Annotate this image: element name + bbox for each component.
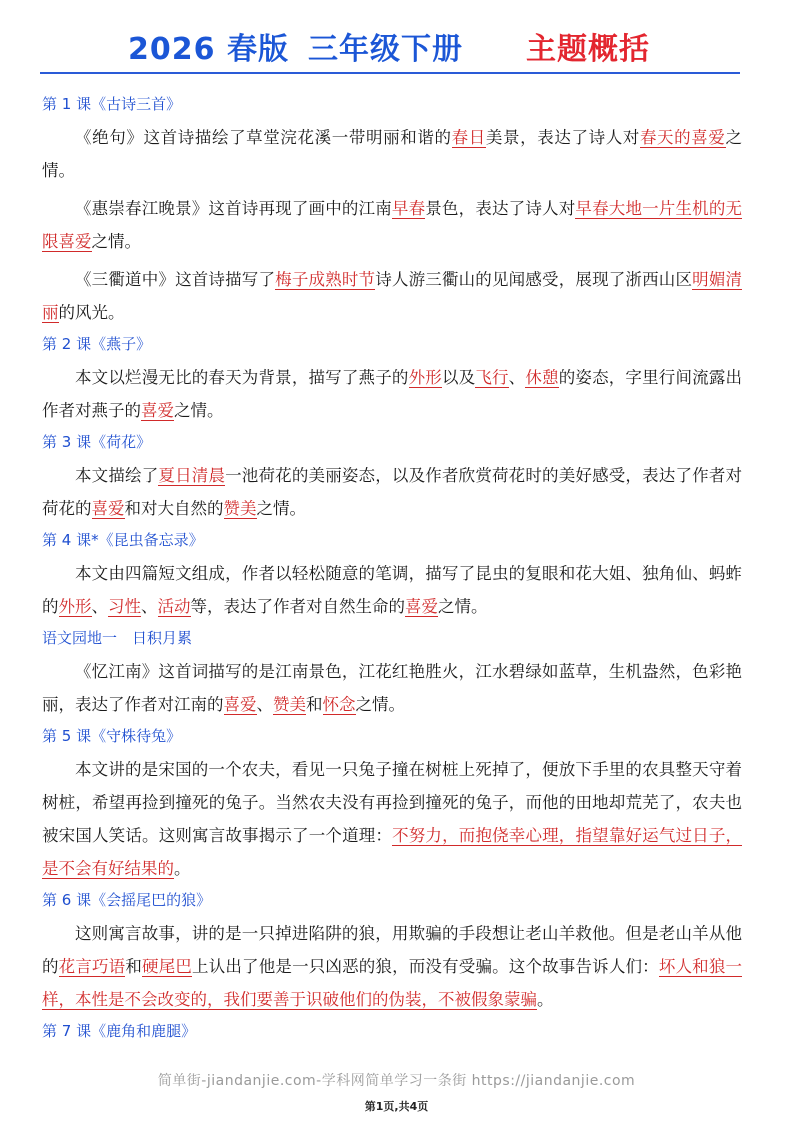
keyword-highlight: 早春	[391, 199, 426, 218]
summary-text: 、	[256, 695, 273, 714]
lesson-title: 第 7 课《鹿角和鹿腿》	[42, 1022, 197, 1040]
summary-text: 、	[91, 597, 108, 616]
title-year: 2026 春版	[128, 32, 289, 67]
lesson-summary	[42, 121, 742, 187]
lesson-summary	[42, 917, 742, 1016]
keyword-highlight: 夏日清晨	[158, 466, 226, 485]
lesson-summary	[42, 263, 742, 329]
lesson-title: 第 5 课《守株待兔》	[42, 727, 182, 745]
summary-text: 本文描绘了	[75, 466, 159, 485]
lesson-summary	[42, 557, 742, 623]
lesson-section	[42, 94, 742, 329]
page-header	[40, 28, 740, 74]
summary-text: 之情。	[174, 401, 224, 420]
summary-text: 以及	[441, 368, 476, 387]
summary-text: 之情。	[256, 499, 306, 518]
keyword-highlight: 坏人和狼一样，本性是不会改变的，我们要善于识破他们的伪装，不被假象蒙骗	[42, 957, 743, 1009]
lesson-section	[42, 628, 742, 721]
lesson-section	[42, 890, 742, 1016]
summary-text: 诗人游三衢山的见闻感受，展现了浙西山区	[375, 270, 693, 289]
lesson-section	[42, 432, 742, 525]
summary-text: 之情。	[91, 232, 141, 251]
summary-text: 和	[306, 695, 323, 714]
summary-text: 这则寓言故事，讲的是一只掉进陷阱的狼，用欺骗的手段想让老山羊救他。但是老山羊从他的	[42, 924, 742, 976]
lesson-title: 第 1 课《古诗三首》	[42, 95, 182, 113]
lesson-title: 第 2 课《燕子》	[42, 335, 152, 353]
keyword-highlight: 喜爱	[91, 499, 125, 518]
keyword-highlight: 怀念	[322, 695, 356, 714]
summary-text: 景色，表达了诗人对	[425, 199, 576, 218]
summary-text: 《三衢道中》这首诗描写了	[75, 270, 276, 289]
summary-text: 、	[141, 597, 158, 616]
summary-text: 和	[125, 957, 143, 976]
keyword-highlight: 不努力，而抱侥幸心理，指望靠好运气过日子，是不会有好结果的	[42, 826, 743, 878]
lesson-summary	[42, 753, 742, 885]
page-number: 第1页,共4页	[364, 1100, 429, 1113]
keyword-highlight: 飞行	[475, 368, 509, 387]
keyword-highlight: 赞美	[273, 695, 306, 714]
keyword-highlight: 喜爱	[223, 695, 257, 714]
lesson-title: 第 4 课*《昆虫备忘录》	[42, 531, 204, 549]
summary-text: 等，表达了作者对自然生命的	[190, 597, 405, 616]
title-grade: 三年级下册	[308, 32, 463, 67]
keyword-highlight: 外形	[408, 368, 442, 387]
watermark-text: 简单街-jiandanjie.com-学科网简单学习一条街 https://jiandanjie.com	[157, 1073, 636, 1089]
summary-text: 之情。	[42, 128, 743, 180]
keyword-highlight: 外形	[58, 597, 92, 616]
keyword-highlight: 喜爱	[405, 597, 438, 616]
keyword-highlight: 春天的喜爱	[639, 128, 726, 147]
summary-text: 《忆江南》这首词描写的是江南景色，江花红艳胜火，江水碧绿如蓝草，生机盎然，色彩艳丽，表达了作者对江南的	[42, 662, 742, 714]
keyword-highlight: 休憩	[525, 368, 559, 387]
summary-text: 的姿态，字里行间流露出作者对燕子的	[42, 368, 743, 420]
keyword-highlight: 花言巧语	[58, 957, 126, 976]
keyword-highlight: 梅子成熟时节	[275, 270, 376, 289]
summary-text: 、	[508, 368, 526, 387]
lesson-section	[42, 1021, 742, 1041]
keyword-highlight: 赞美	[223, 499, 257, 518]
summary-text: 的风光。	[58, 303, 125, 322]
summary-text: 。	[537, 990, 554, 1009]
lesson-summary	[42, 361, 742, 427]
keyword-highlight: 活动	[157, 597, 191, 616]
summary-text: 本文讲的是宋国的一个农夫，看见一只兔子撞在树桩上死掉了，便放下手里的农具整天守着树桩，希望再捡到撞死的兔子。当然农夫没有再捡到撞死的兔子，而他的田地却荒芜了，农夫也被宋国人笑话。这则寓言故事揭示了一个道理：	[42, 760, 742, 845]
lesson-list	[42, 94, 742, 1048]
lesson-title: 语文园地一 日积月累	[42, 629, 193, 647]
summary-text: 之情。	[438, 597, 488, 616]
keyword-highlight: 喜爱	[141, 401, 174, 420]
keyword-highlight: 硬尾巴	[142, 957, 193, 976]
summary-text: 和对大自然的	[124, 499, 224, 518]
lesson-title: 第 3 课《荷花》	[42, 433, 152, 451]
keyword-highlight: 明媚清丽	[42, 270, 743, 322]
summary-text: 之情。	[355, 695, 405, 714]
summary-text: 一池荷花的美丽姿态，以及作者欣赏荷花时的美好感受，表达了作者对荷花的	[42, 466, 743, 518]
summary-text: 《绝句》这首诗描绘了草堂浣花溪一带明丽和谐的	[75, 128, 452, 147]
keyword-highlight: 习性	[108, 597, 141, 616]
summary-text: 美景，表达了诗人对	[485, 128, 640, 147]
summary-text: 本文以烂漫无比的春天为背景，描写了燕子的	[75, 368, 409, 387]
lesson-title: 第 6 课《会摇尾巴的狼》	[42, 891, 212, 909]
lesson-summary	[42, 192, 742, 258]
summary-text: 上认出了他是一只凶恶的狼，而没有受骗。这个故事告诉人们：	[192, 957, 659, 976]
keyword-highlight: 早春大地一片生机的无限喜爱	[42, 199, 743, 251]
summary-text: 本文由四篇短文组成，作者以轻松随意的笔调，描写了昆虫的复眼和花大姐、独角仙、蚂蚱的	[42, 564, 742, 616]
lesson-summary	[42, 655, 742, 721]
summary-text: 《惠崇春江晚景》这首诗再现了画中的江南	[75, 199, 392, 218]
lesson-summary	[42, 459, 742, 525]
keyword-highlight: 春日	[451, 128, 486, 147]
lesson-section	[42, 726, 742, 885]
lesson-section	[42, 334, 742, 427]
summary-text: 。	[174, 859, 191, 878]
title-topic: 主题概括	[526, 32, 650, 67]
lesson-section	[42, 530, 742, 623]
